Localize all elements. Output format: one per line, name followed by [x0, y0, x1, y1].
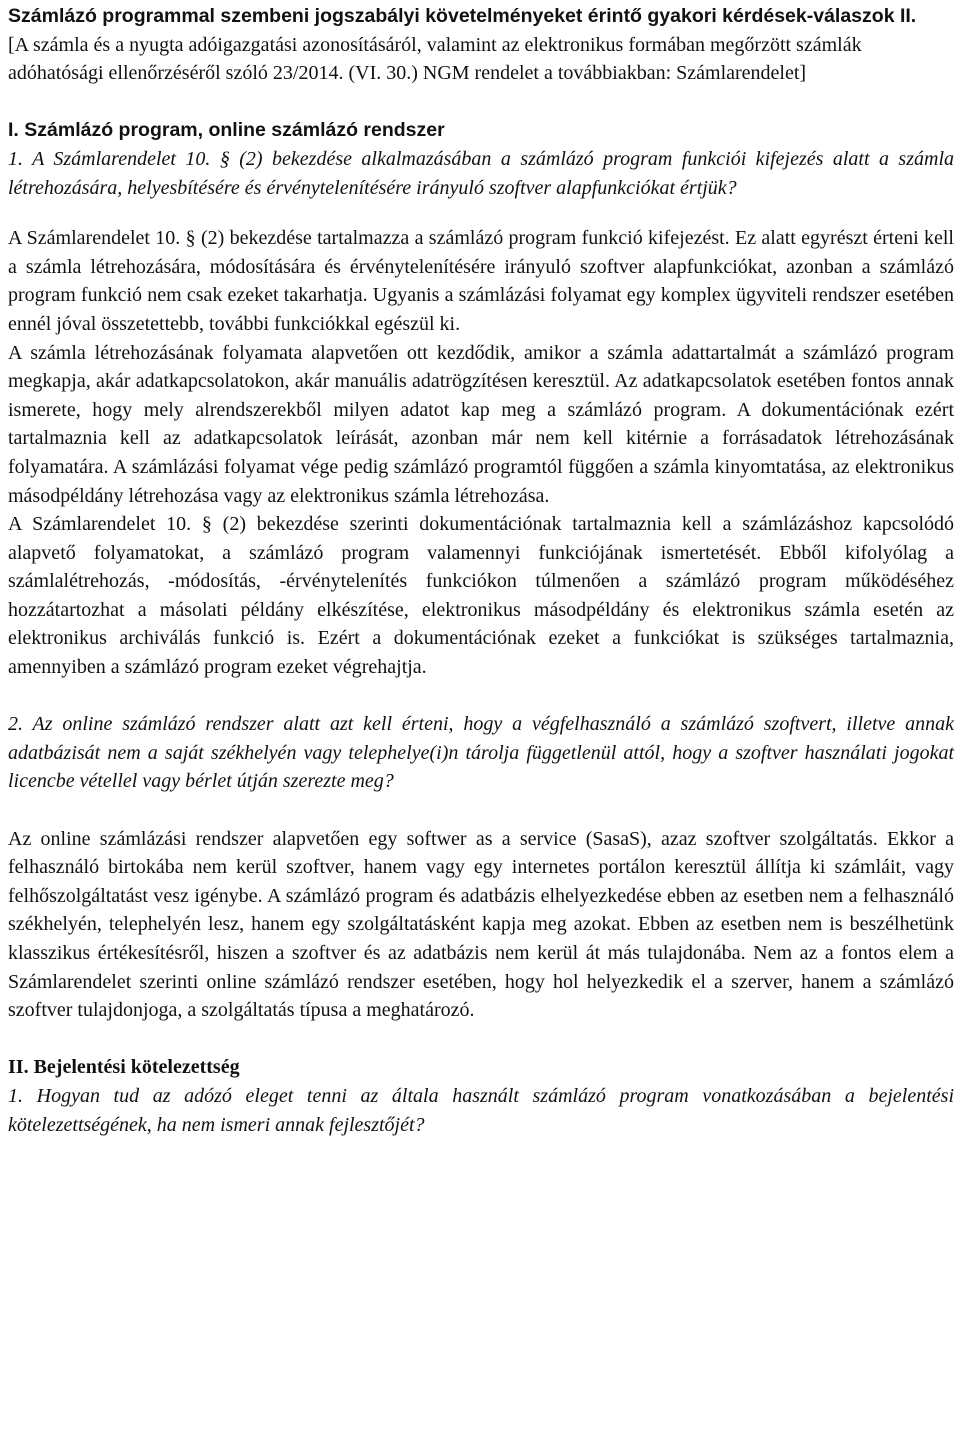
- section-2-question-1: 1. Hogyan tud az adózó eleget tenni az általa használt számlázó program vonatkozásában a bejelentési kötelezettségének, ha nem ismeri annak fejlesztőjét?: [8, 1084, 954, 1136]
- section-1-question-2: 2. Az online számlázó rendszer alatt azt kell érteni, hogy a végfelhasználó a számlázó szoftvert, illetve annak adatbázisát nem a saját székhelyén vagy telephelye(i)n tárolja függetlenül attól, hogy a szoftver használati jogokat licencbe vétellel vagy bérlet útján szerezte meg?: [8, 713, 954, 793]
- section-1-answer-1-paragraph-2: A számla létrehozásának folyamata alapvetően ott kezdődik, amikor a számla adattartalmát a számlázó program megkapja, akár adatkapcsolatokon, akár manuális adatrögzítésen keresztül. Az adatkapcsolatok esetében fontos annak ismerete, hogy mely alrendszerekből milyen adatot kap meg a számlázó program. A dokumentációnak ezért tartalmaznia kell az adatkapcsolatok leírását, azonban már nem kell kitérnie a forrásadatok létrehozásának folyamatára. A számlázási folyamat vége pedig számlázó programtól függően a számla kinyomtatása, az elektronikus másodpéldány létrehozása vagy az elektronikus számla létrehozása.: [8, 341, 954, 507]
- section-1-answer-1-paragraph-3: A Számlarendelet 10. § (2) bekezdése szerinti dokumentációnak tartalmaznia kell a számlázáshoz kapcsolódó alapvető folyamatokat, a számlázó program valamennyi funkciójának ismertetését. Ebből kifolyólag a számlalétrehozás, -módosítás, -érvénytelenítés funkciókon túlmenően a számlázó program működéséhez hozzátartozhat a másolati példány elkészítése, elektronikus másodpéldány és elektronikus számla esetén az elektronikus archiválás funkció is. Ezért a dokumentációnak ezeket a funkciókat is szükséges tartalmaznia, amennyiben a számlázó program ezeket végrehajtja.: [8, 513, 954, 679]
- document-subtitle: [A számla és a nyugta adóigazgatási azonosításáról, valamint az elektronikus formában megőrzött számlák adóhatósági ellenőrzéséről szóló 23/2014. (VI. 30.) NGM rendelet a továbbiakban: Számlarendelet]: [8, 33, 862, 85]
- section-1-question-1: 1. A Számlarendelet 10. § (2) bekezdése alkalmazásában a számlázó program funkciói kifejezés alatt a számla létrehozására, helyesbítésére és érvénytelenítésére irányuló szoftver alapfunkciókat értjük?: [8, 147, 954, 199]
- section-1-answer-1-paragraph-1: A Számlarendelet 10. § (2) bekezdése tartalmazza a számlázó program funkció kifejezést. Ez alatt egyrészt érteni kell a számla létrehozására, módosítására és érvénytelenítésére irányuló szoftver alapfunkciókat, azonban a számlázó program funkció nem csak ezeket takarhatja. Ugyanis a számlázási folyamat egy komplex ügyviteli rendszer esetében ennél jóval összetettebb, további funkciókkal egészül ki.: [8, 227, 954, 335]
- section-2-heading: II. Bejelentési kötelezettség: [8, 1056, 240, 1079]
- document-title: Számlázó programmal szembeni jogszabályi követelményeket érintő gyakori kérdések-válaszok II.: [8, 5, 917, 27]
- section-1-heading: I. Számlázó program, online számlázó rendszer: [8, 119, 445, 142]
- section-1-answer-2: Az online számlázási rendszer alapvetően egy softwer as a service (SasaS), azaz szoftver szolgáltatás. Ekkor a felhasználó birtokába nem kerül szoftver, hanem vagy egy internetes portálon keresztül állítja ki számláit, vagy felhőszolgáltatást vesz igénybe. A számlázó program és adatbázis elhelyezkedése ebben az esetben nem a felhasználó székhelyén, telephelyén lesz, hanem egy szolgáltatásként kapja meg azokat. Ebben az esetben nem is beszélhetünk klasszikus értékesítésről, hiszen a szoftver és az adatbázis nem kerül át más tulajdonába. Nem az a fontos elem a Számlarendelet szerinti online számlázó rendszer esetében, hogy hol helyezkedik el a szerver, hanem a számlázó szoftver tulajdonjoga, a szolgáltatás típusa a meghatározó.: [8, 827, 954, 1022]
